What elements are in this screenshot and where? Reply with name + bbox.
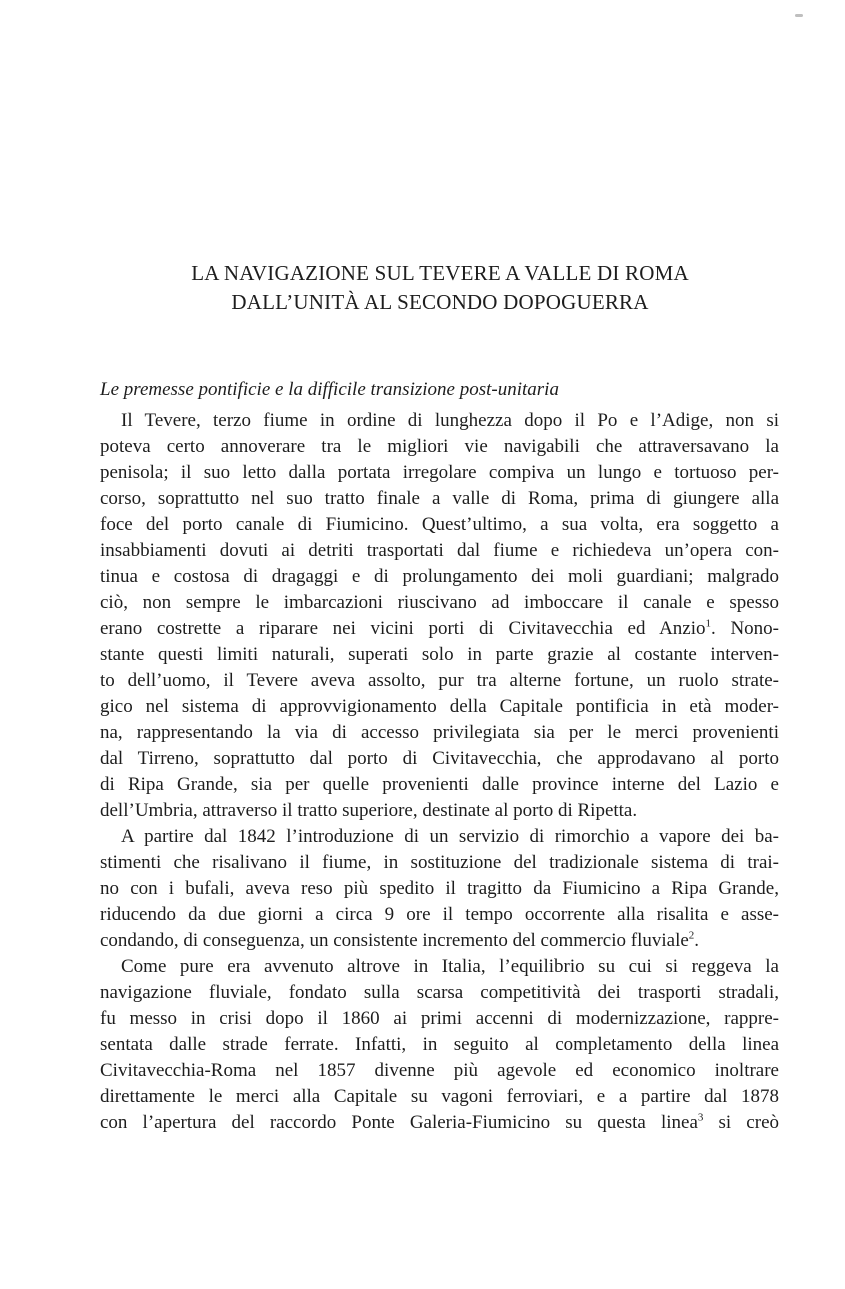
text-line: dal Tirreno, soprattutto dal porto di Civitavecchia, che approdavano al porto: [100, 748, 779, 769]
chapter-title-line-1: LA NAVIGAZIONE SUL TEVERE A VALLE DI ROMA: [191, 261, 689, 285]
text-line: corso, soprattutto nel suo tratto finale a valle di Roma, prima di giungere alla: [100, 488, 779, 509]
text-line: poteva certo annoverare tra le migliori vie navigabili che attraversavano la: [100, 436, 779, 457]
text-line: foce del porto canale di Fiumicino. Quest’ultimo, a sua volta, era soggetto a: [100, 514, 779, 535]
scan-mark: [795, 14, 803, 17]
footnote-ref[interactable]: 3: [697, 1111, 704, 1124]
text-line: Il Tevere, terzo fiume in ordine di lunghezza dopo il Po e l’Adige, non si: [121, 410, 779, 431]
text-line: gico nel sistema di approvvigionamento della Capitale pontificia in età moder-: [100, 696, 779, 717]
text-fragment: . Nono-: [711, 618, 779, 639]
text-fragment: .: [694, 930, 700, 951]
text-line: ciò, non sempre le imbarcazioni riuscivano ad imboccare il canale e spesso: [100, 592, 779, 613]
text-line: direttamente le merci alla Capitale su vagoni ferroviari, e a partire dal 1878: [100, 1086, 779, 1107]
text-line: di Ripa Grande, sia per quelle provenienti dalle province interne del Lazio e: [100, 774, 779, 795]
text-line: insabbiamenti dovuti ai detriti trasportati dal fiume e richiedeva un’opera con-: [100, 540, 779, 561]
text-line: tinua e costosa di dragaggi e di prolungamento dei moli guardiani; malgrado: [100, 566, 779, 587]
text-line: A partire dal 1842 l’introduzione di un servizio di rimorchio a vapore dei ba-: [121, 826, 779, 847]
text-line: Civitavecchia-Roma nel 1857 divenne più agevole ed economico inoltrare: [100, 1060, 779, 1081]
text-line: stimenti che risalivano il fiume, in sostituzione del tradizionale sistema di trai-: [100, 852, 779, 873]
text-line: riducendo da due giorni a circa 9 ore il tempo occorrente alla risalita e asse-: [100, 904, 779, 925]
text-fragment: si creò: [703, 1112, 779, 1133]
text-fragment: erano costrette a riparare nei vicini porti di Civitavecchia ed Anzio: [100, 618, 706, 639]
text-line: navigazione fluviale, fondato sulla scarsa competitività dei trasporti stradali,: [100, 982, 779, 1003]
text-line: to dell’uomo, il Tevere aveva assolto, pur tra alterne fortune, un ruolo strate-: [100, 670, 779, 691]
footnote-ref[interactable]: 1: [705, 617, 712, 630]
text-fragment: con l’apertura del raccordo Ponte Galeria-Fiumicino su questa linea: [100, 1112, 698, 1133]
text-line: [100, 616, 779, 642]
text-line: fu messo in crisi dopo il 1860 ai primi accenni di modernizzazione, rappre-: [100, 1008, 779, 1029]
text-line: na, rappresentando la via di accesso privilegiata sia per le merci provenienti: [100, 722, 779, 743]
text-line: dell’Umbria, attraverso il tratto superiore, destinate al porto di Ripetta.: [100, 800, 638, 821]
section-heading: Le premesse pontificie e la difficile transizione post-unitaria: [100, 379, 559, 400]
text-line: [100, 928, 779, 954]
text-line: Come pure era avvenuto altrove in Italia, l’equilibrio su cui si reggeva la: [121, 956, 779, 977]
text-line: stante questi limiti naturali, superati solo in parte grazie al costante interven-: [100, 644, 779, 665]
text-line: sentata dalle strade ferrate. Infatti, in seguito al completamento della linea: [100, 1034, 779, 1055]
text-line: [100, 1110, 779, 1136]
chapter-title-line-2: DALL’UNITÀ AL SECONDO DOPOGUERRA: [231, 290, 649, 314]
text-line: no con i bufali, aveva reso più spedito il tragitto da Fiumicino a Ripa Grande,: [100, 878, 779, 899]
text-line: penisola; il suo letto dalla portata irregolare compiva un lungo e tortuoso per-: [100, 462, 779, 483]
footnote-ref[interactable]: 2: [688, 929, 695, 942]
text-fragment: condando, di conseguenza, un consistente incremento del commercio fluviale: [100, 930, 689, 951]
